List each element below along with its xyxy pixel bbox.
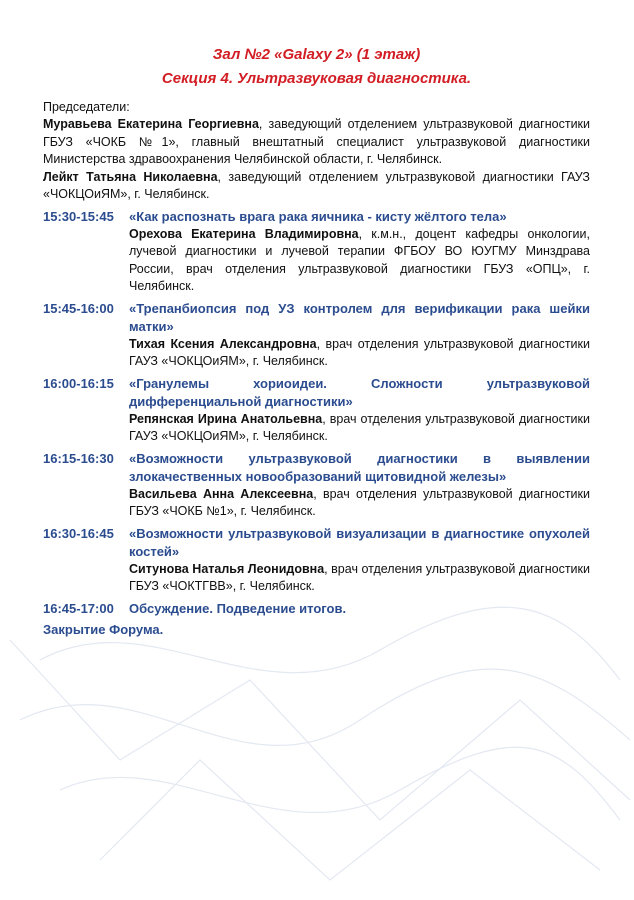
talk-title: «Трепанбиопсия под УЗ контролем для верификации рака шейки матки» (129, 300, 590, 334)
speaker-entry (129, 561, 590, 596)
speaker-name: Васильева Анна Алексеевна (129, 486, 314, 501)
talk-item (43, 450, 590, 521)
speaker-entry (129, 336, 590, 371)
final-discussion (43, 600, 590, 618)
chair-info: , заведующий отделением ультразвуковой диагностики ГБУЗ «ЧОКБ №1», главный внештатный специалист ультразвуковой диагностики Министерства здравоохранения Челябинской области, г. Челябинск. (43, 117, 590, 166)
chairs-label: Председатели: (43, 100, 130, 114)
speaker-info: , врач отделения ультразвуковой диагностики ГБУЗ «ЧОКТГВВ», г. Челябинск. (129, 561, 590, 593)
section-title: Секция 4. Ультразвуковая диагностика. (161, 70, 472, 87)
program-page (43, 43, 590, 639)
speaker-info: , к.м.н., доцент кафедры онкологии, лучевой диагностики и лучевой терапии ФГБОУ ВО ЮУГМУ Минздрава России, врач отделения ультразвуковой диагностики ГБУЗ «ОПЦ», г. Челябинск. (129, 226, 590, 293)
speaker-info: , врач отделения ультразвуковой диагностики ГБУЗ «ЧОКБ №1», г. Челябинск. (129, 486, 590, 518)
chair-entry (43, 169, 590, 204)
speaker-info: , врач отделения ультразвуковой диагностики ГАУЗ «ЧОКЦОиЯМ», г. Челябинск. (129, 336, 590, 368)
speaker-entry (129, 411, 590, 446)
talk-item (43, 300, 590, 371)
speaker-entry (129, 486, 590, 521)
closing-text: Закрытие Форума. (43, 621, 164, 637)
chair-info: , заведующий отделением ультразвуковой диагностики ГАУЗ «ЧОКЦОиЯМ», г. Челябинск. (43, 169, 590, 201)
speaker-name: Орехова Екатерина Владимировна (129, 226, 359, 241)
speaker-info: , врач отделения ультразвуковой диагностики ГАУЗ «ЧОКЦОиЯМ», г. Челябинск. (129, 411, 590, 443)
talk-item (43, 525, 590, 596)
chair-name: Лейкт Татьяна Николаевна (43, 169, 218, 184)
hall-title: Зал №2 «Galaxy 2» (1 этаж) (212, 46, 421, 63)
speaker-name: Репянская Ирина Анатольевна (129, 411, 323, 426)
talk-item (43, 375, 590, 446)
talk-title: «Возможности ультразвуковой визуализации в диагностике опухолей костей» (129, 525, 590, 559)
talk-time: 16:30-16:45 (43, 525, 114, 541)
final-time: 16:45-17:00 (43, 600, 114, 616)
talk-title: «Как распознать врага рака яичника - кисту жёлтого тела» (129, 208, 507, 224)
talk-title: «Возможности ультразвуковой диагностики в выявлении злокачественных новообразований щитовидной железы» (129, 450, 590, 484)
talk-title: «Гранулемы хориоидеи. Сложности ультразвуковой дифференциальной диагностики» (129, 375, 590, 409)
talk-time: 16:00-16:15 (43, 375, 114, 391)
chair-entry (43, 116, 590, 169)
speaker-name: Ситунова Наталья Леонидовна (129, 561, 325, 576)
final-text: Обсуждение. Подведение итогов. (129, 600, 347, 616)
talk-time: 15:30-15:45 (43, 208, 114, 224)
talk-time: 15:45-16:00 (43, 300, 114, 316)
speaker-name: Тихая Ксения Александровна (129, 336, 317, 351)
talk-item (43, 208, 590, 296)
chair-name: Муравьева Екатерина Георгиевна (43, 117, 259, 131)
speaker-entry (129, 226, 590, 296)
talk-time: 16:15-16:30 (43, 450, 114, 466)
